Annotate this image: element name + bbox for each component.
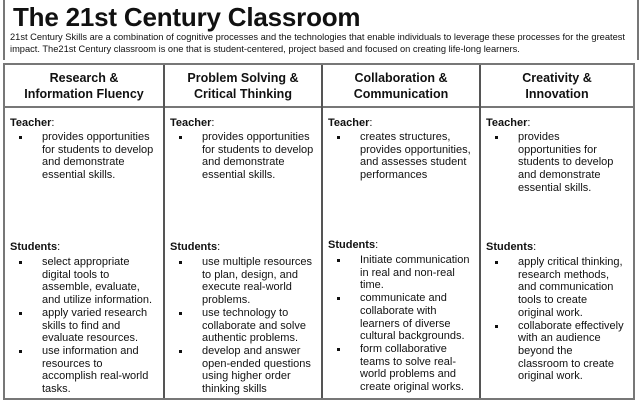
students-list (165, 256, 315, 396)
item-text: collaborate effectively with an audience beyond the classroom to create original work. (518, 319, 624, 383)
colon: : (375, 239, 379, 251)
list-item (481, 256, 625, 320)
heading-line: Collaboration & (354, 71, 448, 85)
description: 21st Century Skills are a combination of cognitive processes and the technologies that enable individuals to leverage these processes for the greatest impact. The21st Century classroom is one that is student-centered, project based and focused on creating life-long learners. (10, 32, 625, 54)
colon: : (527, 117, 531, 129)
students-label-text: Students (10, 241, 58, 253)
list-item (323, 292, 473, 343)
item-text: provides opportunities for students to develop and demonstrate essential skills. (518, 131, 614, 194)
heading-line: Research & (49, 71, 119, 85)
teacher-list (5, 131, 157, 182)
bullet-icon (337, 297, 340, 300)
item-text: apply varied research skills to find and evaluate resources. (42, 306, 148, 345)
item-text: creates structures, provides opportunities, and assesses student performances (360, 131, 471, 182)
students-label (328, 239, 378, 251)
bullet-icon (19, 312, 22, 315)
item-text: apply critical thinking, research methods, and communication tools to create original work. (518, 256, 623, 319)
teacher-label-text: Teacher (10, 117, 52, 129)
bullet-icon (179, 136, 182, 139)
colon: : (533, 241, 537, 253)
column-heading (323, 65, 479, 108)
colon: : (369, 117, 373, 129)
item-text: form collaborative teams to solve real-world problems and create original works. (360, 342, 464, 394)
item-text: develop and answer open-ended questions using higher order thinking skills (202, 344, 311, 396)
bullet-icon (337, 136, 340, 139)
list-item (5, 307, 157, 345)
list-item (481, 131, 625, 195)
teacher-list (481, 131, 625, 195)
students-label-text: Students (486, 241, 534, 253)
heading-line: Creativity & (522, 71, 592, 85)
students-label (170, 241, 220, 253)
bullet-icon (179, 312, 182, 315)
students-label-text: Students (328, 239, 376, 251)
item-text: use technology to collaborate and solve authentic problems. (202, 306, 306, 345)
list-item (165, 256, 315, 307)
heading-line: Problem Solving & (187, 71, 299, 85)
skills-table (3, 63, 635, 400)
heading-line: Innovation (525, 87, 589, 101)
bullet-icon (337, 259, 340, 262)
list-item (323, 343, 473, 394)
bullet-icon (179, 350, 182, 353)
item-text: provides opportunities for students to develop and demonstrate essential skills. (202, 131, 314, 182)
teacher-label (170, 117, 214, 129)
teacher-label-text: Teacher (486, 117, 528, 129)
heading-line: Information Fluency (24, 87, 144, 101)
teacher-label-text: Teacher (170, 117, 212, 129)
heading-line: Communication (353, 87, 449, 101)
column-heading (165, 65, 321, 108)
teacher-label-text: Teacher (328, 117, 370, 129)
item-text: use information and resources to accomplish real-world tasks. (42, 344, 149, 396)
bullet-icon (495, 325, 498, 328)
bullet-icon (179, 261, 182, 264)
item-text: Initiate communication in real and non-real time. (360, 254, 470, 292)
list-item (323, 131, 473, 182)
skill-column (5, 65, 165, 398)
list-item (5, 256, 157, 307)
title-box (3, 0, 639, 60)
teacher-list (323, 131, 473, 182)
heading-line: Critical Thinking (194, 87, 292, 101)
students-list (5, 256, 157, 396)
list-item (165, 307, 315, 345)
bullet-icon (19, 136, 22, 139)
list-item (5, 345, 157, 396)
skill-column (165, 65, 323, 398)
item-text: select appropriate digital tools to assemble, evaluate, and utilize information. (42, 256, 153, 307)
skill-column (323, 65, 481, 398)
colon: : (217, 241, 221, 253)
list-item (323, 254, 473, 292)
bullet-icon (495, 261, 498, 264)
page-title: The 21st Century Classroom (13, 2, 361, 32)
list-item (165, 131, 315, 182)
bullet-icon (337, 348, 340, 351)
colon: : (211, 117, 215, 129)
bullet-icon (495, 136, 498, 139)
list-item (481, 320, 625, 384)
teacher-label (486, 117, 530, 129)
teacher-label (328, 117, 372, 129)
item-text: use multiple resources to plan, design, and execute real-world problems. (202, 256, 313, 307)
list-item (5, 131, 157, 182)
teacher-list (165, 131, 315, 182)
students-list (323, 254, 473, 394)
column-heading (5, 65, 163, 108)
students-label (486, 241, 536, 253)
students-label (10, 241, 60, 253)
students-label-text: Students (170, 241, 218, 253)
item-text: provides opportunities for students to develop and demonstrate essential skills. (42, 131, 154, 182)
students-list (481, 256, 625, 383)
item-text: communicate and collaborate with learners of diverse cultural backgrounds. (360, 292, 465, 343)
colon: : (57, 241, 61, 253)
colon: : (51, 117, 55, 129)
column-heading (481, 65, 633, 108)
bullet-icon (19, 261, 22, 264)
bullet-icon (19, 350, 22, 353)
teacher-label (10, 117, 54, 129)
skill-column (481, 65, 633, 398)
list-item (165, 345, 315, 396)
